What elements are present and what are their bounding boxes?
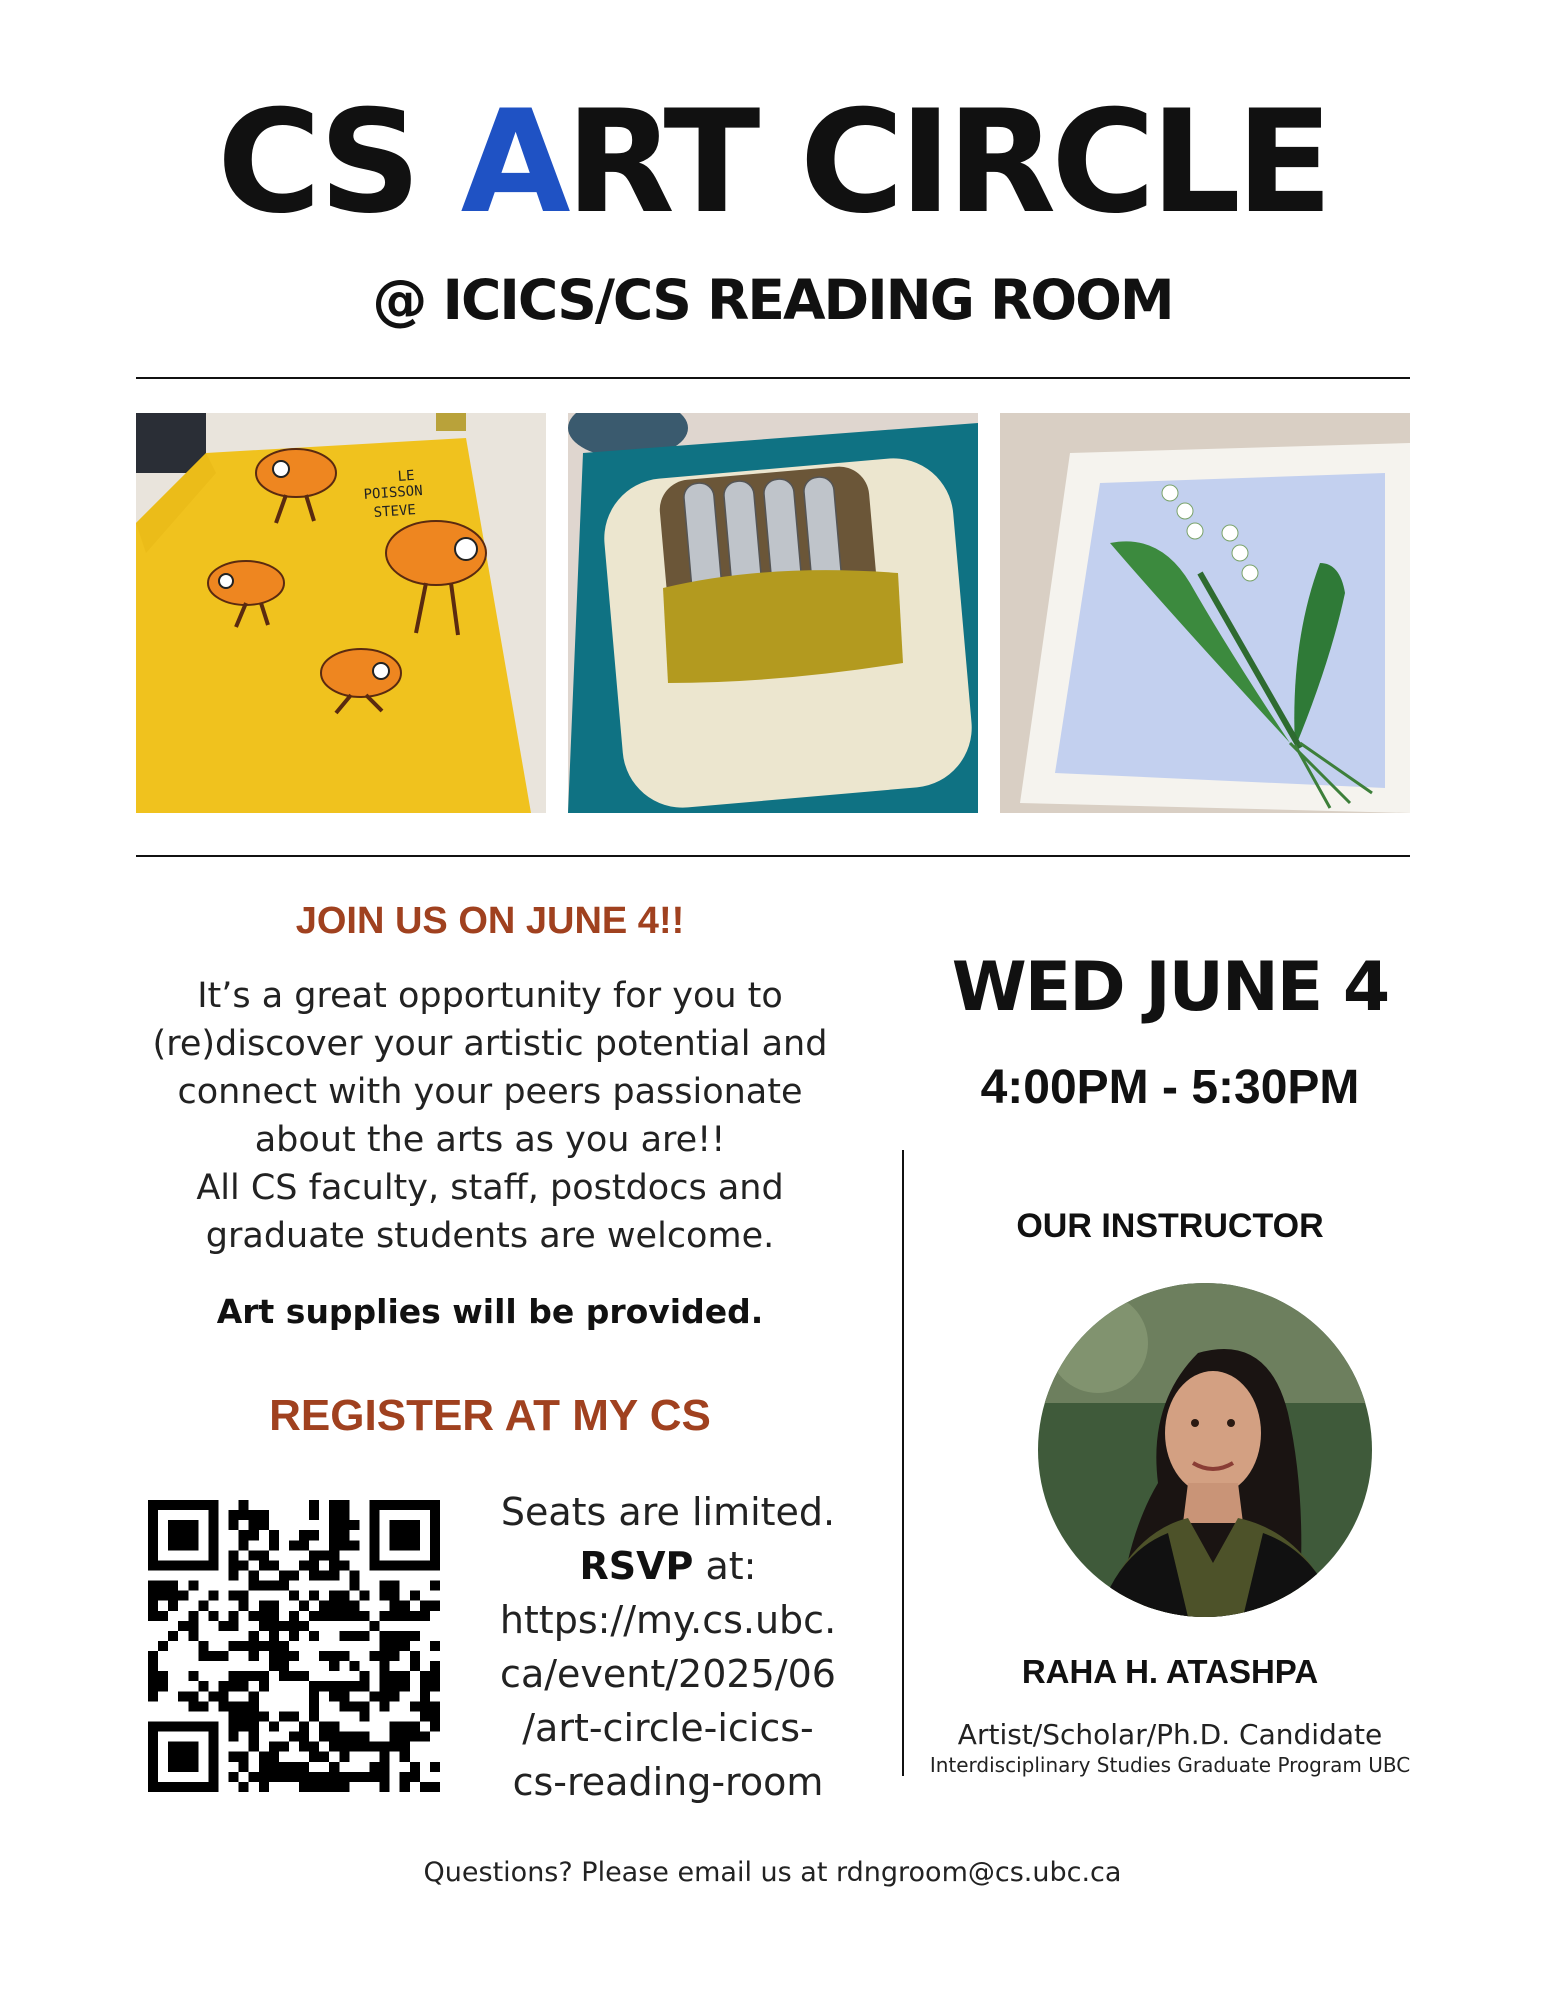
painting-text-line1: LE (397, 467, 416, 485)
qr-code-graphic (148, 1500, 440, 1792)
rsvp-block (478, 1485, 858, 1809)
page-subtitle: @ ICICS/CS READING ROOM (372, 268, 1173, 332)
yellow-fish-painting-photo (136, 413, 546, 813)
yellow-fish-painting-icon (136, 413, 546, 813)
description-line: graduate students are welcome. (205, 1216, 775, 1256)
rsvp-url-line[interactable]: /art-circle-icics- (522, 1706, 814, 1750)
description-line: about the arts as you are!! (254, 1120, 726, 1160)
description-line: All CS faculty, staff, postdocs and (196, 1168, 784, 1208)
lily-of-the-valley-painting-photo (1000, 413, 1410, 813)
middle-divider (136, 855, 1410, 857)
instructor-program: Interdisciplinary Studies Graduate Program UBC (929, 1753, 1411, 1777)
instructor-role: Artist/Scholar/Ph.D. Candidate (957, 1718, 1383, 1751)
painting-text-line2: POISSON (363, 482, 424, 503)
qr-finder-pattern (148, 1722, 218, 1792)
seats-limited-text: Seats are limited. (500, 1490, 836, 1534)
event-time: 4:00PM - 5:30PM (980, 1061, 1360, 1114)
rsvp-url-line[interactable]: https://my.cs.ubc. (499, 1598, 837, 1642)
instructor-name: RAHA H. ATASHPA (1021, 1653, 1319, 1690)
rsvp-line (478, 1539, 858, 1593)
join-heading: JOIN US ON JUNE 4!! (295, 900, 685, 942)
instructor-heading: OUR INSTRUCTOR (1016, 1207, 1324, 1245)
avatar (1038, 1283, 1372, 1617)
instructor-portrait-icon (1038, 1283, 1372, 1617)
register-heading: REGISTER AT MY CS (269, 1391, 711, 1440)
page-title (0, 80, 1545, 245)
qr-code-icon[interactable] (148, 1500, 440, 1792)
title-prefix: CS (217, 80, 461, 245)
lily-of-the-valley-painting-icon (1000, 413, 1410, 813)
painting-text-line3: STEVE (373, 502, 417, 521)
title-rest: RT CIRCLE (565, 80, 1328, 245)
event-date: WED JUNE 4 (951, 948, 1389, 1027)
rsvp-label: RSVP (579, 1544, 694, 1588)
event-description (140, 972, 840, 1260)
supplies-note: Art supplies will be provided. (216, 1292, 764, 1331)
qr-finder-pattern (370, 1500, 440, 1570)
description-line: It’s a great opportunity for you to (197, 976, 783, 1016)
rsvp-url-line[interactable]: ca/event/2025/06 (500, 1652, 836, 1696)
description-line: connect with your peers passionate (177, 1072, 803, 1112)
top-divider (136, 377, 1410, 379)
description-line: (re)discover your artistic potential and (152, 1024, 828, 1064)
rsvp-url-line[interactable]: cs-reading-room (512, 1760, 824, 1804)
rsvp-suffix: at: (693, 1544, 757, 1588)
sardine-tin-painting-icon (568, 413, 978, 813)
column-divider (902, 1150, 904, 1776)
title-accent-letter: A (460, 80, 566, 245)
footer-contact: Questions? Please email us at rdngroom@cs.ubc.ca (423, 1857, 1122, 1888)
sardine-tin-painting-photo (568, 413, 978, 813)
qr-finder-pattern (148, 1500, 218, 1570)
